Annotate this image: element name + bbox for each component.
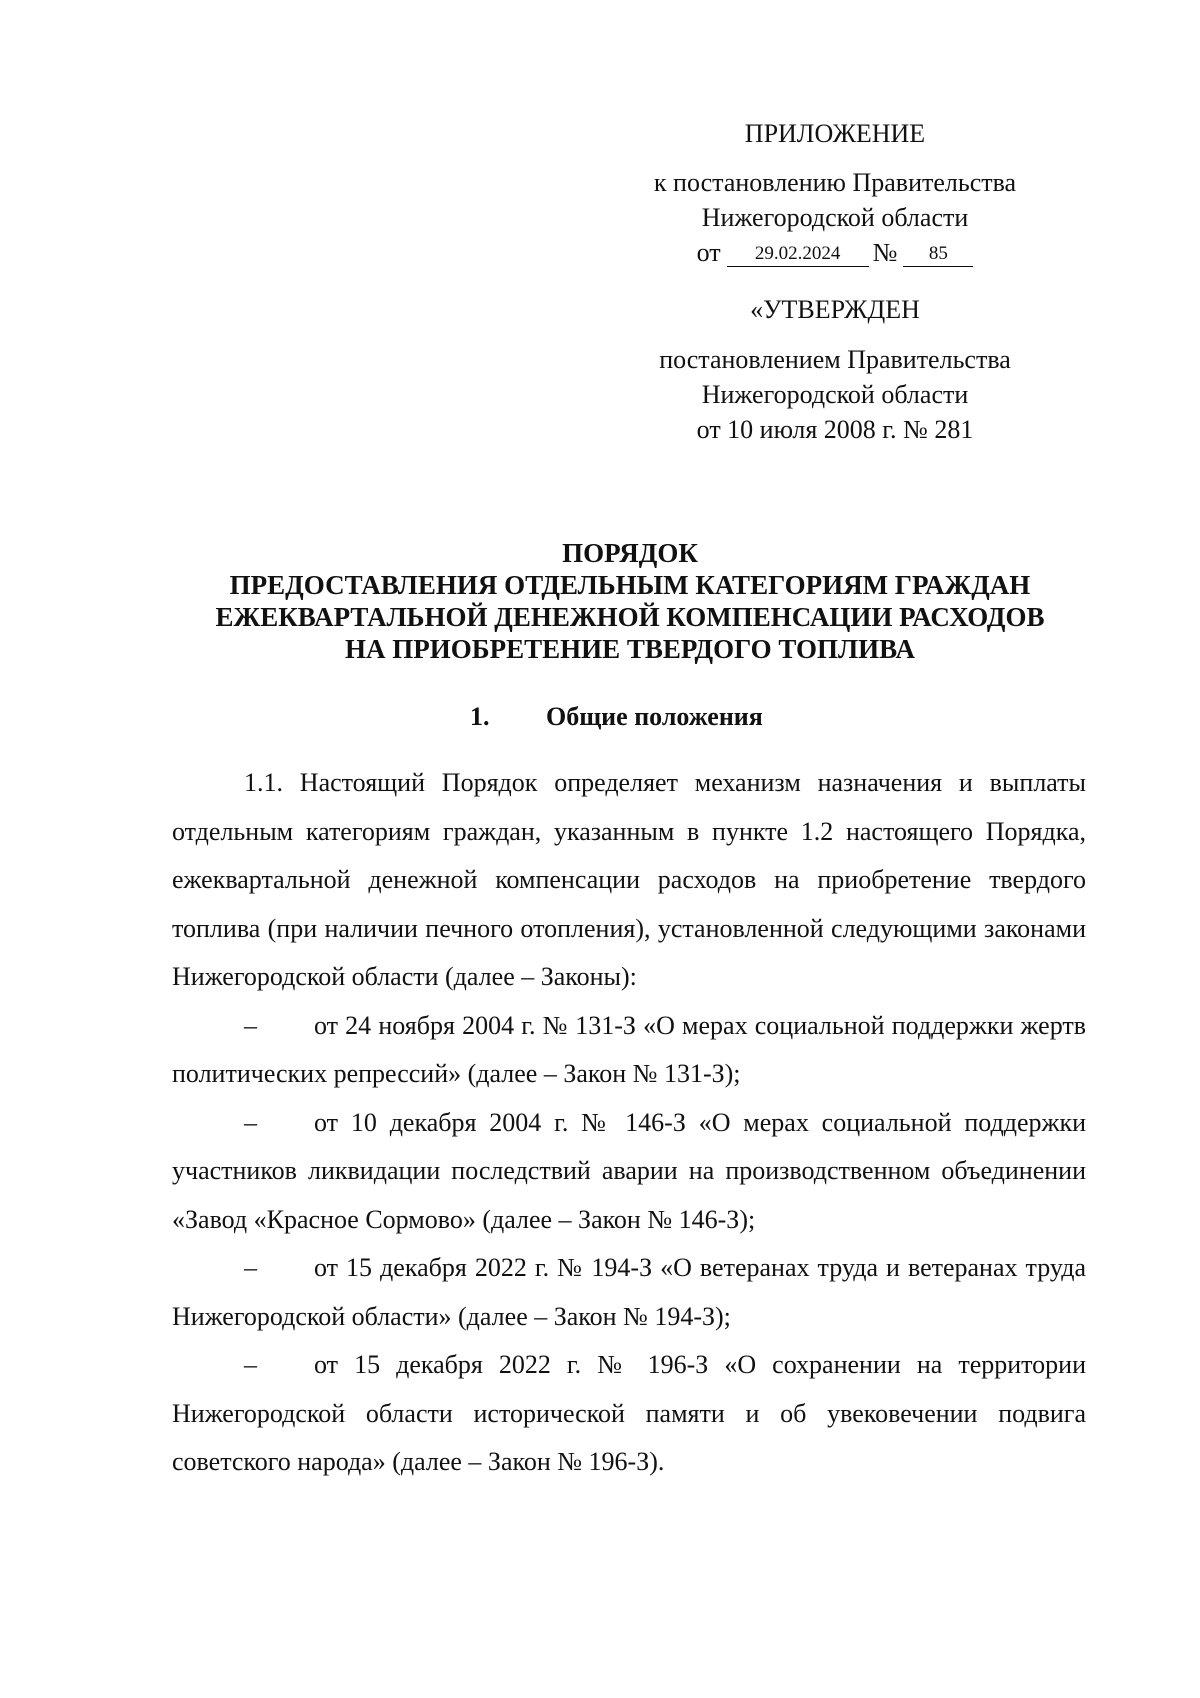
approved-heading xyxy=(600,292,1070,327)
section-number: 1. xyxy=(470,702,490,731)
list-dash: – xyxy=(244,1107,257,1137)
decree-date: 29.02.2024 xyxy=(727,242,869,267)
document-title-line: ПРЕДОСТАВЛЕНИЯ ОТДЕЛЬНЫМ КАТЕГОРИЯМ ГРАЖДАН xyxy=(229,570,1031,600)
approved-line-1: постановлением Правительства xyxy=(659,345,1011,374)
list-dash: – xyxy=(244,1350,257,1379)
list-item-text: от 24 ноября 2004 г. № 131-З «О мерах социальной поддержки жертв политических репрессий» (далее – Закон № 131-З); xyxy=(172,1010,1086,1088)
appendix-line-2: Нижегородской области xyxy=(701,203,969,232)
appendix-heading xyxy=(600,116,1070,151)
approved-reference xyxy=(600,342,1070,447)
document-title-line: НА ПРИОБРЕТЕНИЕ ТВЕРДОГО ТОПЛИВА xyxy=(345,634,915,664)
section-title: Общие положения xyxy=(546,702,763,731)
list-item-text: от 15 декабря 2022 г. № 196-З «О сохранении на территории Нижегородской области исторической памяти и об увековечении подвига советского народа» (далее – Закон № 196-З). xyxy=(172,1350,1086,1476)
document-body xyxy=(172,759,1086,1487)
date-prefix: от xyxy=(696,238,721,267)
decree-number: 85 xyxy=(903,242,973,267)
list-item-text: от 15 декабря 2022 г. № 194-З «О ветеранах труда и ветеранах труда Нижегородской области» (далее – Закон № 194-З); xyxy=(172,1253,1086,1331)
section-heading xyxy=(470,700,870,734)
list-dash: – xyxy=(244,1253,257,1282)
list-item xyxy=(172,1002,1086,1099)
list-dash: – xyxy=(244,1010,257,1040)
document-title-line: ПОРЯДОК xyxy=(562,538,698,568)
list-item-text: от 10 декабря 2004 г. № 146-З «О мерах социальной поддержки участников ликвидации последствий аварии на производственном объединении «Завод «Красное Сормово» (далее – Закон № 146-З); xyxy=(172,1107,1086,1234)
approved-title: «УТВЕРЖДЕН xyxy=(750,295,920,324)
list-item xyxy=(172,1244,1086,1341)
document-title-line: ЕЖЕКВАРТАЛЬНОЙ ДЕНЕЖНОЙ КОМПЕНСАЦИИ РАСХОДОВ xyxy=(215,602,1045,632)
approved-line-2: Нижегородской области xyxy=(701,380,969,409)
document-title xyxy=(140,537,1120,665)
appendix-reference xyxy=(600,165,1070,270)
appendix-line-1: к постановлению Правительства xyxy=(653,168,1017,197)
list-item xyxy=(172,1341,1086,1487)
list-item xyxy=(172,1099,1086,1245)
paragraph-1-1: 1.1. Настоящий Порядок определяет механизм назначения и выплаты отдельным категориям граждан, указанным в пункте 1.2 настоящего Порядка, ежеквартальной денежной компенсации расходов на приобретение твердого топлива (при наличии печного отопления), установленной следующими законами Нижегородской области (далее – Законы): xyxy=(172,768,1086,991)
appendix-date-line xyxy=(697,235,974,270)
approved-line-3: от 10 июля 2008 г. № 281 xyxy=(696,415,974,444)
appendix-title: ПРИЛОЖЕНИЕ xyxy=(744,119,926,148)
number-sign: № xyxy=(872,238,898,267)
